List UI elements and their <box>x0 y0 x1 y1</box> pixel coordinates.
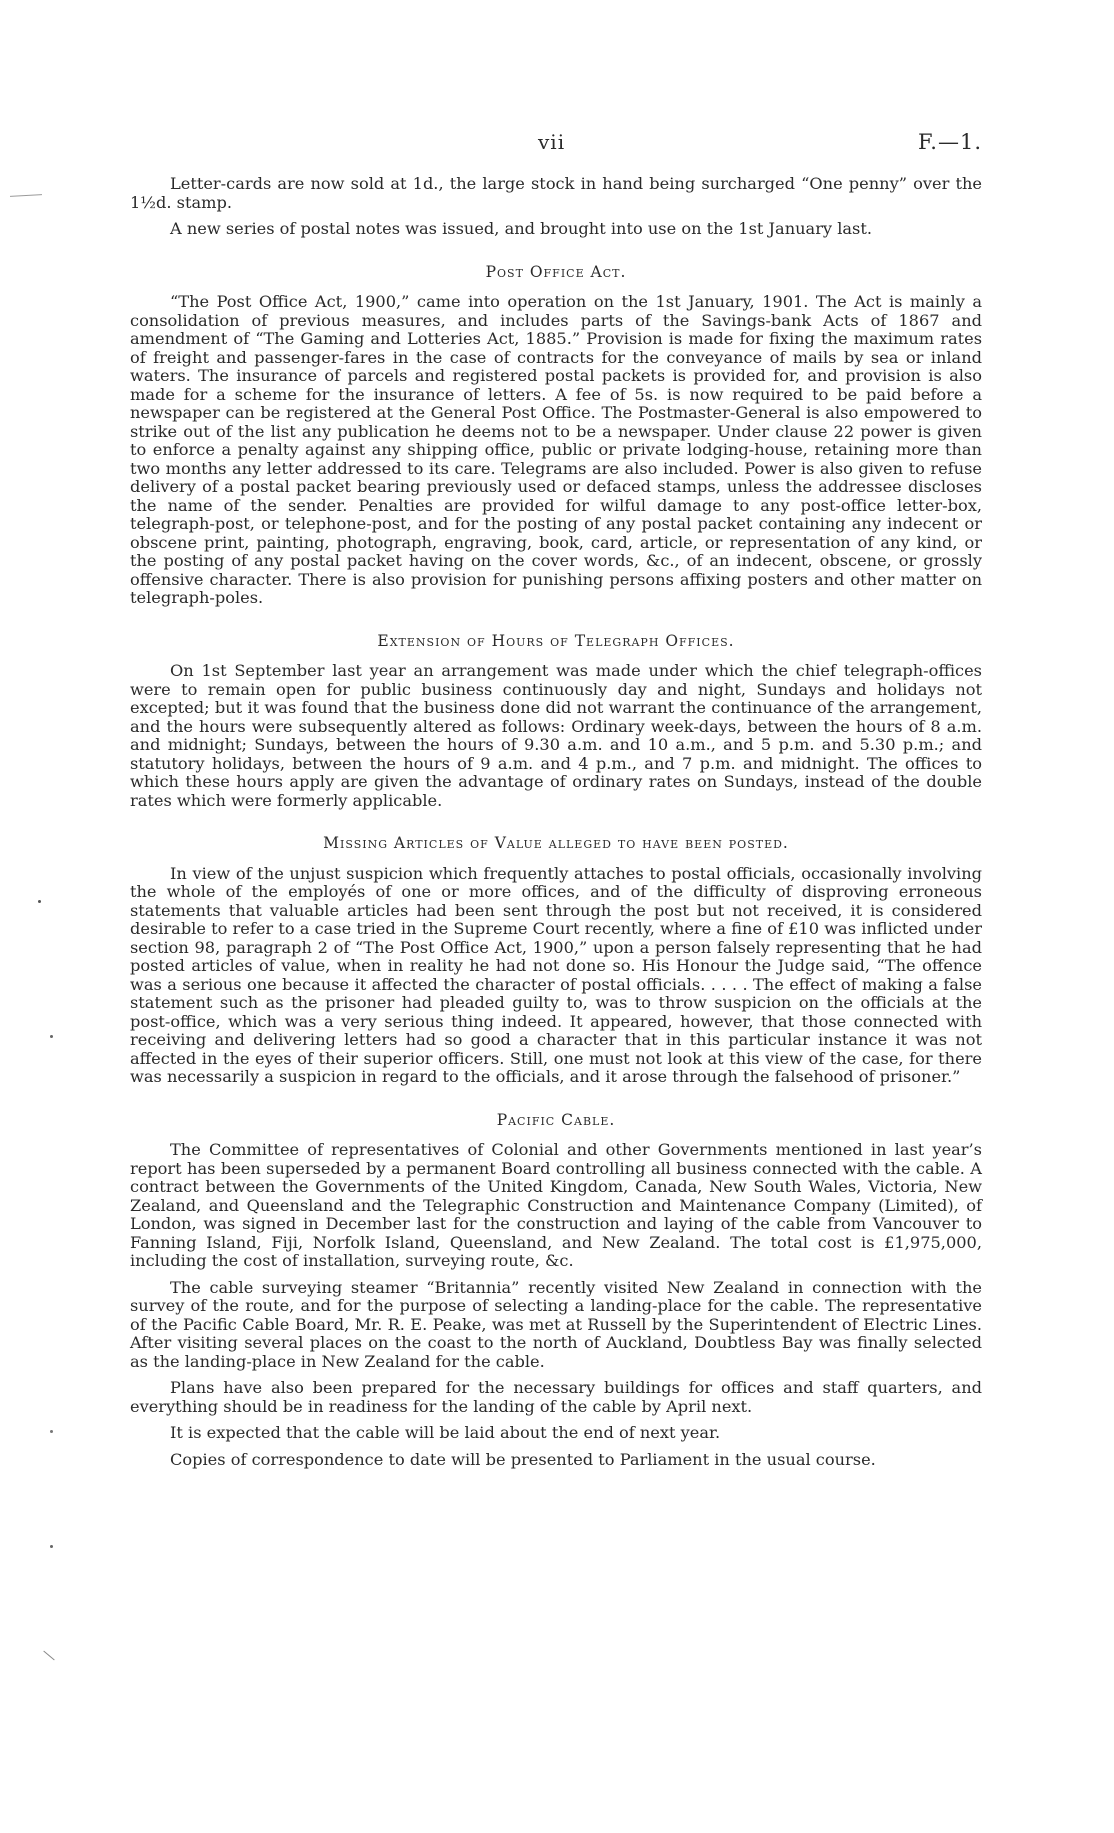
section-heading: Post Office Act. <box>485 262 627 281</box>
section-post-office-act <box>130 263 982 608</box>
paragraph: A new series of postal notes was issued, and brought into use on the 1st January last. <box>170 219 873 238</box>
section-heading: Missing Articles of Value alleged to have been posted. <box>323 834 789 852</box>
paper-reference: F.—1. <box>917 130 982 154</box>
paragraph: Letter-cards are now sold at 1d., the large stock in hand being surcharged “One penny” over the 1½d. stamp. <box>130 174 982 212</box>
margin-mark <box>50 1035 53 1038</box>
section-telegraph-hours <box>130 632 982 811</box>
paragraph: The Committee of representatives of Colonial and other Governments mentioned in last year’s report has been superseded by a permanent Board controlling all business connected with the cable. A contract between the Governments of the United Kingdom, Canada, New South Wales, Victoria, New Zealand, and Queensland and the Telegraphic Construction and Maintenance Company (Limited), of London, was signed in December last for the construction and laying of the cable from Vancouver to Fanning Island, Fiji, Norfolk Island, Queensland, and New Zealand. The total cost is £1,975,000, including the cost of installation, surveying route, &c. <box>130 1140 982 1270</box>
paragraph: In view of the unjust suspicion which frequently attaches to postal officials, occasionally involving the whole of the employés of one or more offices, and of the difficulty of disproving erroneous statements that valuable articles had been sent through the post but not received, it is considered desirable to refer to a case tried in the Supreme Court recently, where a fine of £10 was inflicted under section 98, paragraph 2 of “The Post Office Act, 1900,” upon a person falsely representing that he had posted articles of value, when in reality he had not done so. His Honour the Judge said, “The offence was a serious one because it affected the character of postal officials. . . . . The effect of making a false statement such as the prisoner had pleaded guilty to, was to throw suspicion on the officials at the post-office, which was a very serious thing indeed. It appeared, however, that those connected with receiving and delivering letters had so good a character that in this particular instance it was not affected in the eyes of their superior officers. Still, one must not look at this view of the case, for there was necessarily a suspicion in regard to the officials, and it arose through the falsehood of prisoner.” <box>130 863 982 1086</box>
paragraph: Copies of correspondence to date will be presented to Parliament in the usual course. <box>170 1449 876 1469</box>
paragraph: It is expected that the cable will be laid about the end of next year. <box>170 1423 721 1442</box>
margin-mark <box>50 1430 53 1433</box>
document-body <box>130 175 982 1477</box>
page-number: vii <box>538 130 566 154</box>
margin-mark <box>50 1545 53 1548</box>
section-pacific-cable <box>130 1111 982 1470</box>
paragraph: Plans have also been prepared for the necessary buildings for offices and staff quarters, and everything should be in readiness for the landing of the cable by April next. <box>130 1378 982 1416</box>
intro-block <box>130 175 982 239</box>
paragraph: On 1st September last year an arrangement was made under which the chief telegraph-offices were to remain open for public business continuously day and night, Sundays and holidays not excepted; but it was found that the business done did not warrant the continuance of the arrangement, and the hours were subsequently altered as follows: Ordinary week-days, between the hours of 8 a.m. and midnight; Sundays, between the hours of 9.30 a.m. and 10 a.m., and 5 p.m. and 5.30 p.m.; and statutory holidays, between the hours of 9 a.m. and 4 p.m., and 7 p.m. and midnight. The offices to which these hours apply are given the advantage of ordinary rates on Sundays, instead of the double rates which were formerly applicable. <box>130 661 982 810</box>
paragraph: “The Post Office Act, 1900,” came into operation on the 1st January, 1901. The Act is mainly a consolidation of previous measures, and includes parts of the Savings-bank Acts of 1867 and amendment of “The Gaming and Lotteries Act, 1885.” Provision is made for fixing the maximum rates of freight and passenger-fares in the case of contracts for the conveyance of mails by sea or inland waters. The insurance of parcels and registered postal packets is provided for, and provision is also made for a scheme for the insurance of letters. A fee of 5s. is now required to be paid before a newspaper can be registered at the General Post Office. The Postmaster-General is also empowered to strike out of the list any publication he deems not to be a newspaper. Under clause 22 power is given to enforce a penalty against any shipping office, public or private lodging-house, retaining more than two months any letter addressed to its care. Telegrams are also included. Power is also given to refuse delivery of a postal packet bearing previously used or defaced stamps, unless the addressee discloses the name of the sender. Penalties are provided for wilful damage to any post-office letter-box, telegraph-post, or telephone-post, and for the posting of any postal packet containing any indecent or obscene print, painting, photograph, engraving, book, card, article, or representation of any kind, or the posting of any postal packet having on the cover words, &c., of an indecent, obscene, or grossly offensive character. There is also provision for punishing persons affixing posters and other matter on telegraph-poles. <box>130 292 982 607</box>
section-heading: Extension of Hours of Telegraph Offices. <box>377 631 735 650</box>
paragraph: The cable surveying steamer “Britannia” recently visited New Zealand in connection with the survey of the route, and for the purpose of selecting a landing-place for the cable. The representative of the Pacific Cable Board, Mr. R. E. Peake, was met at Russell by the Superintendent of Electric Lines. After visiting several places on the coast to the north of Auckland, Doubtless Bay was finally selected as the landing-place in New Zealand for the cable. <box>130 1277 982 1371</box>
section-heading: Pacific Cable. <box>496 1110 616 1129</box>
margin-mark <box>10 194 42 197</box>
margin-mark <box>38 900 41 903</box>
margin-mark <box>43 1651 54 1661</box>
section-missing-articles <box>130 834 982 1087</box>
page-header <box>0 130 1114 160</box>
